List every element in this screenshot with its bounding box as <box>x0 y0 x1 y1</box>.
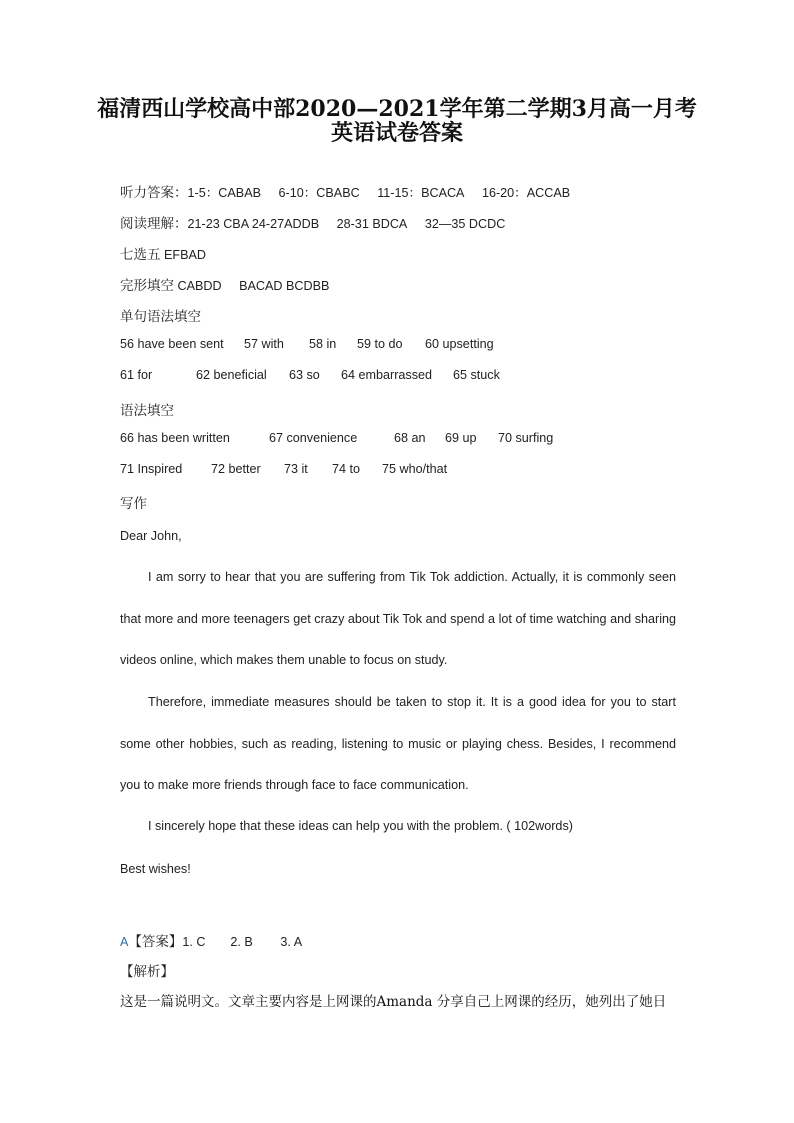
cloze-group: BACAD BCDBB <box>239 279 330 293</box>
letter-paragraph: Therefore, immediate measures should be taken to stop it. It is a good idea for you to start some other hobbies, such as reading, listening to music or playing chess. Besides, I recommend you to make more friends through face to face communication. <box>120 695 676 792</box>
grammar-answer: 75 who/that <box>382 462 448 476</box>
grammar-answer: 62 beneficial <box>196 368 267 382</box>
answer-label: 【答案】 <box>128 934 183 950</box>
grammar-answer: 74 to <box>332 462 361 476</box>
reading-answers <box>120 212 505 232</box>
reading-group: 28-31 BDCA <box>336 217 408 231</box>
answer-prefix: A <box>120 935 129 949</box>
listening-group: 16-20：ACCAB <box>481 186 571 200</box>
reading-label: 阅读理解： <box>120 216 188 232</box>
grammar-answer: 72 better <box>211 462 261 476</box>
grammar-answer: 57 with <box>244 337 284 351</box>
reading-group: 21-23 CBA 24-27ADDB <box>187 217 320 231</box>
listening-label: 听力答案： <box>120 185 188 201</box>
grammar-answer: 60 upsetting <box>425 337 494 351</box>
analysis-label: 【解析】 <box>120 964 174 980</box>
single-grammar-heading: 单句语法填空 <box>120 309 201 325</box>
letter-paragraph: I sincerely hope that these ideas can help you with the problem. ( 102words) <box>148 819 573 833</box>
reading-group: 32—35 DCDC <box>424 217 506 231</box>
letter-closing: Best wishes! <box>120 862 191 876</box>
grammar-answer: 67 convenience <box>269 431 358 445</box>
single-grammar-row1 <box>120 337 494 351</box>
seven-five-answers <box>120 243 206 263</box>
grammar-answer: 70 surfing <box>498 431 554 445</box>
cloze-label: 完形填空 <box>120 278 174 294</box>
cloze-answers <box>120 274 329 294</box>
grammar-answer: 73 it <box>284 462 308 476</box>
grammar-answer: 59 to do <box>357 337 403 351</box>
letter-salutation: Dear John, <box>120 529 182 543</box>
cloze-group: CABDD <box>177 279 222 293</box>
listening-answers <box>120 181 570 201</box>
answer-a <box>120 930 302 950</box>
grammar-answer: 66 has been written <box>120 431 230 445</box>
writing-heading: 写作 <box>120 496 147 512</box>
seven-five-label: 七选五 <box>120 247 161 263</box>
answer-item: 2. B <box>230 935 253 949</box>
grammar-answer: 68 an <box>394 431 426 445</box>
grammar-answer: 65 stuck <box>453 368 500 382</box>
analysis-text: 这是一篇说明文。文章主要内容是上网课的Amanda 分享自己上网课的经历，她列出了她日 <box>120 994 667 1010</box>
grammar-answer: 69 up <box>445 431 477 445</box>
grammar-fill-row1 <box>120 431 553 445</box>
grammar-answer: 58 in <box>309 337 337 351</box>
answer-item: 3. A <box>280 935 303 949</box>
grammar-fill-heading: 语法填空 <box>120 403 174 419</box>
document-title-line2: 英语试卷答案 <box>330 120 463 146</box>
seven-five-answer: EFBAD <box>164 248 206 262</box>
grammar-answer: 63 so <box>289 368 320 382</box>
listening-group: 11-15：BCACA <box>377 186 465 200</box>
grammar-answer: 61 for <box>120 368 153 382</box>
grammar-answer: 64 embarrassed <box>341 368 433 382</box>
document-title-line1: 福清西山学校高中部2020—2021学年第二学期3月高一月考 <box>97 96 697 122</box>
grammar-answer: 71 Inspired <box>120 462 183 476</box>
grammar-fill-row2 <box>120 462 447 476</box>
answer-item: 1. C <box>182 935 206 949</box>
listening-group: 1-5：CABAB <box>187 186 261 200</box>
grammar-answer: 56 have been sent <box>120 337 224 351</box>
letter-paragraph: I am sorry to hear that you are suffering from Tik Tok addiction. Actually, it is commonly seen that more and more teenagers get crazy about Tik Tok and spend a lot of time watching and sharing videos online, which makes them unable to focus on study. <box>120 570 676 667</box>
listening-group: 6-10：CBABC <box>278 186 360 200</box>
single-grammar-row2 <box>120 368 500 382</box>
